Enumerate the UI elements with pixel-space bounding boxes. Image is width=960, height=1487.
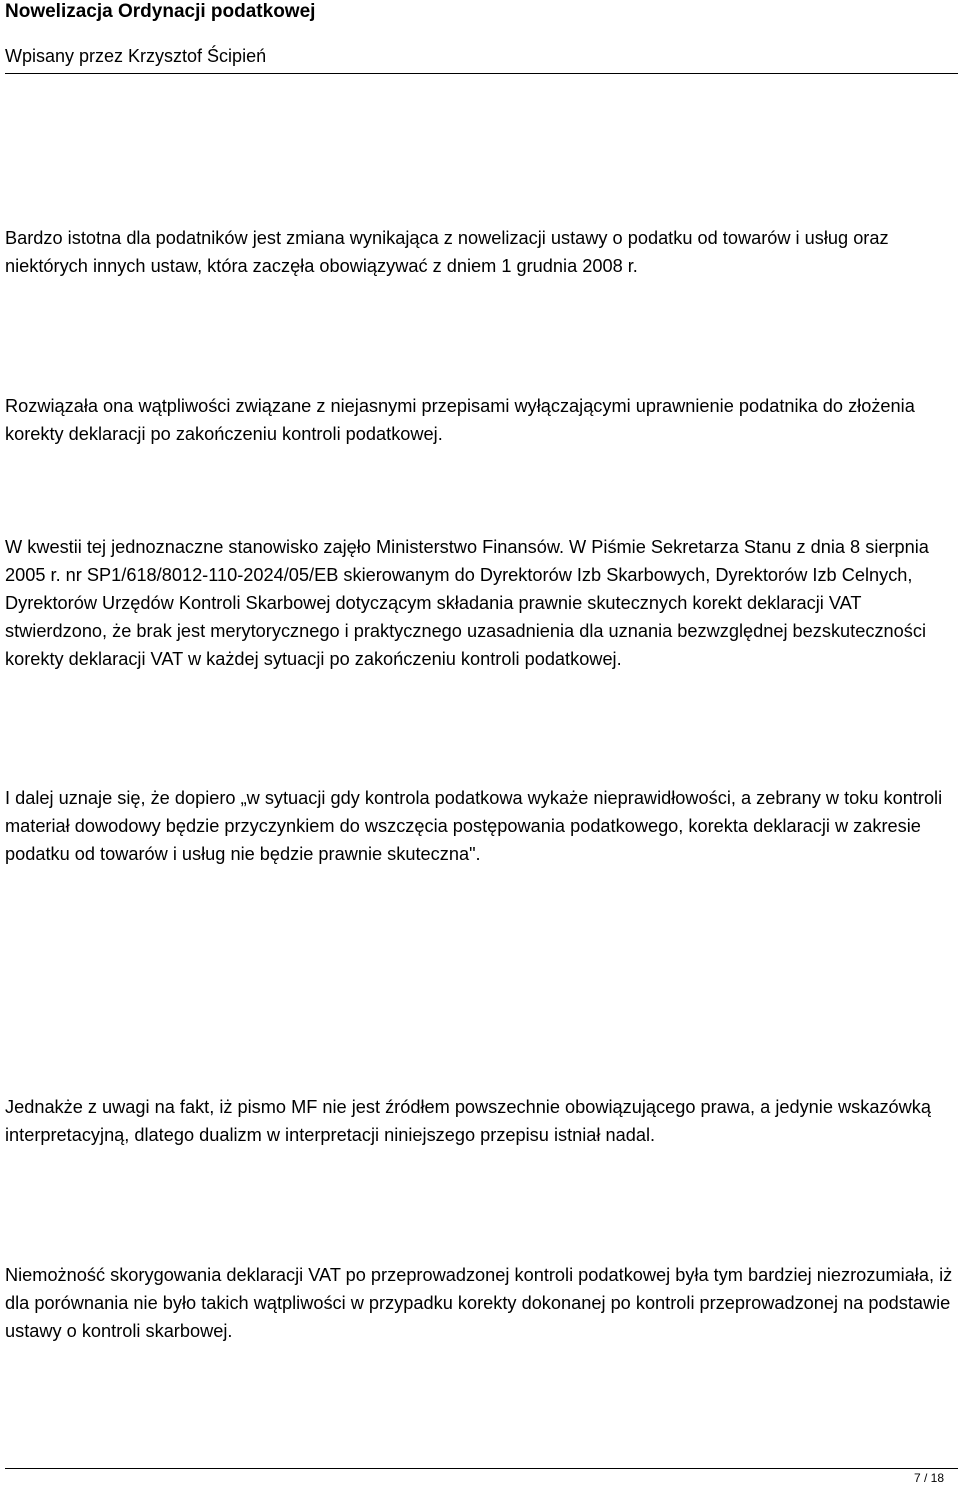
paragraph-3: W kwestii tej jednoznaczne stanowisko zajęło Ministerstwo Finansów. W Piśmie Sekretarza Stanu z dnia 8 sierpnia 2005 r. nr SP1/618/8012-110-2024/05/EB skierowanym do Dyrektorów Izb Skarbowych, Dyrektorów Izb Celnych, Dyrektorów Urzędów Kontroli Skarbowej dotyczącym składania prawnie skutecznych korekt deklaracji VAT stwierdzono, że brak jest merytorycznego i praktycznego uzasadnienia dla uznania bezwzględnej bezskuteczności korekty deklaracji VAT w każdej sytuacji po zakończeniu kontroli podatkowej. bbox=[5, 537, 929, 669]
paragraph-4: I dalej uznaje się, że dopiero „w sytuacji gdy kontrola podatkowa wykaże nieprawidłowości, a zebrany w toku kontroli materiał dowodowy będzie przyczynkiem do wszczęcia postępowania podatkowego, korekta deklaracji w zakresie podatku od towarów i usług nie będzie prawnie skuteczna". bbox=[5, 788, 943, 864]
paragraph-5: Jednakże z uwagi na fakt, iż pismo MF nie jest źródłem powszechnie obowiązującego prawa, a jedynie wskazówką interpretacyjną, dlatego dualizm w interpretacji niniejszego przepisu istniał nadal. bbox=[5, 1097, 931, 1145]
author-line: Wpisany przez Krzysztof Ścipień bbox=[5, 46, 267, 66]
page-number: 7 / 18 bbox=[913, 1471, 944, 1485]
paragraph-6: Niemożność skorygowania deklaracji VAT po przeprowadzonej kontroli podatkowej była tym bardziej niezrozumiała, iż dla porównania nie było takich wątpliwości w przypadku korekty dokonanej po kontroli przeprowadzonej na podstawie ustawy o kontroli skarbowej. bbox=[5, 1265, 953, 1341]
page-title: Nowelizacja Ordynacji podatkowej bbox=[5, 1, 316, 22]
footer-divider bbox=[5, 1468, 958, 1469]
paragraph-1: Bardzo istotna dla podatników jest zmiana wynikająca z nowelizacji ustawy o podatku od towarów i usług oraz niektórych innych ustaw, która zaczęła obowiązywać z dniem 1 grudnia 2008 r. bbox=[5, 228, 889, 276]
paragraph-2: Rozwiązała ona wątpliwości związane z niejasnymi przepisami wyłączającymi uprawnienie podatnika do złożenia korekty deklaracji po zakończeniu kontroli podatkowej. bbox=[5, 396, 915, 444]
header-divider bbox=[5, 73, 958, 74]
